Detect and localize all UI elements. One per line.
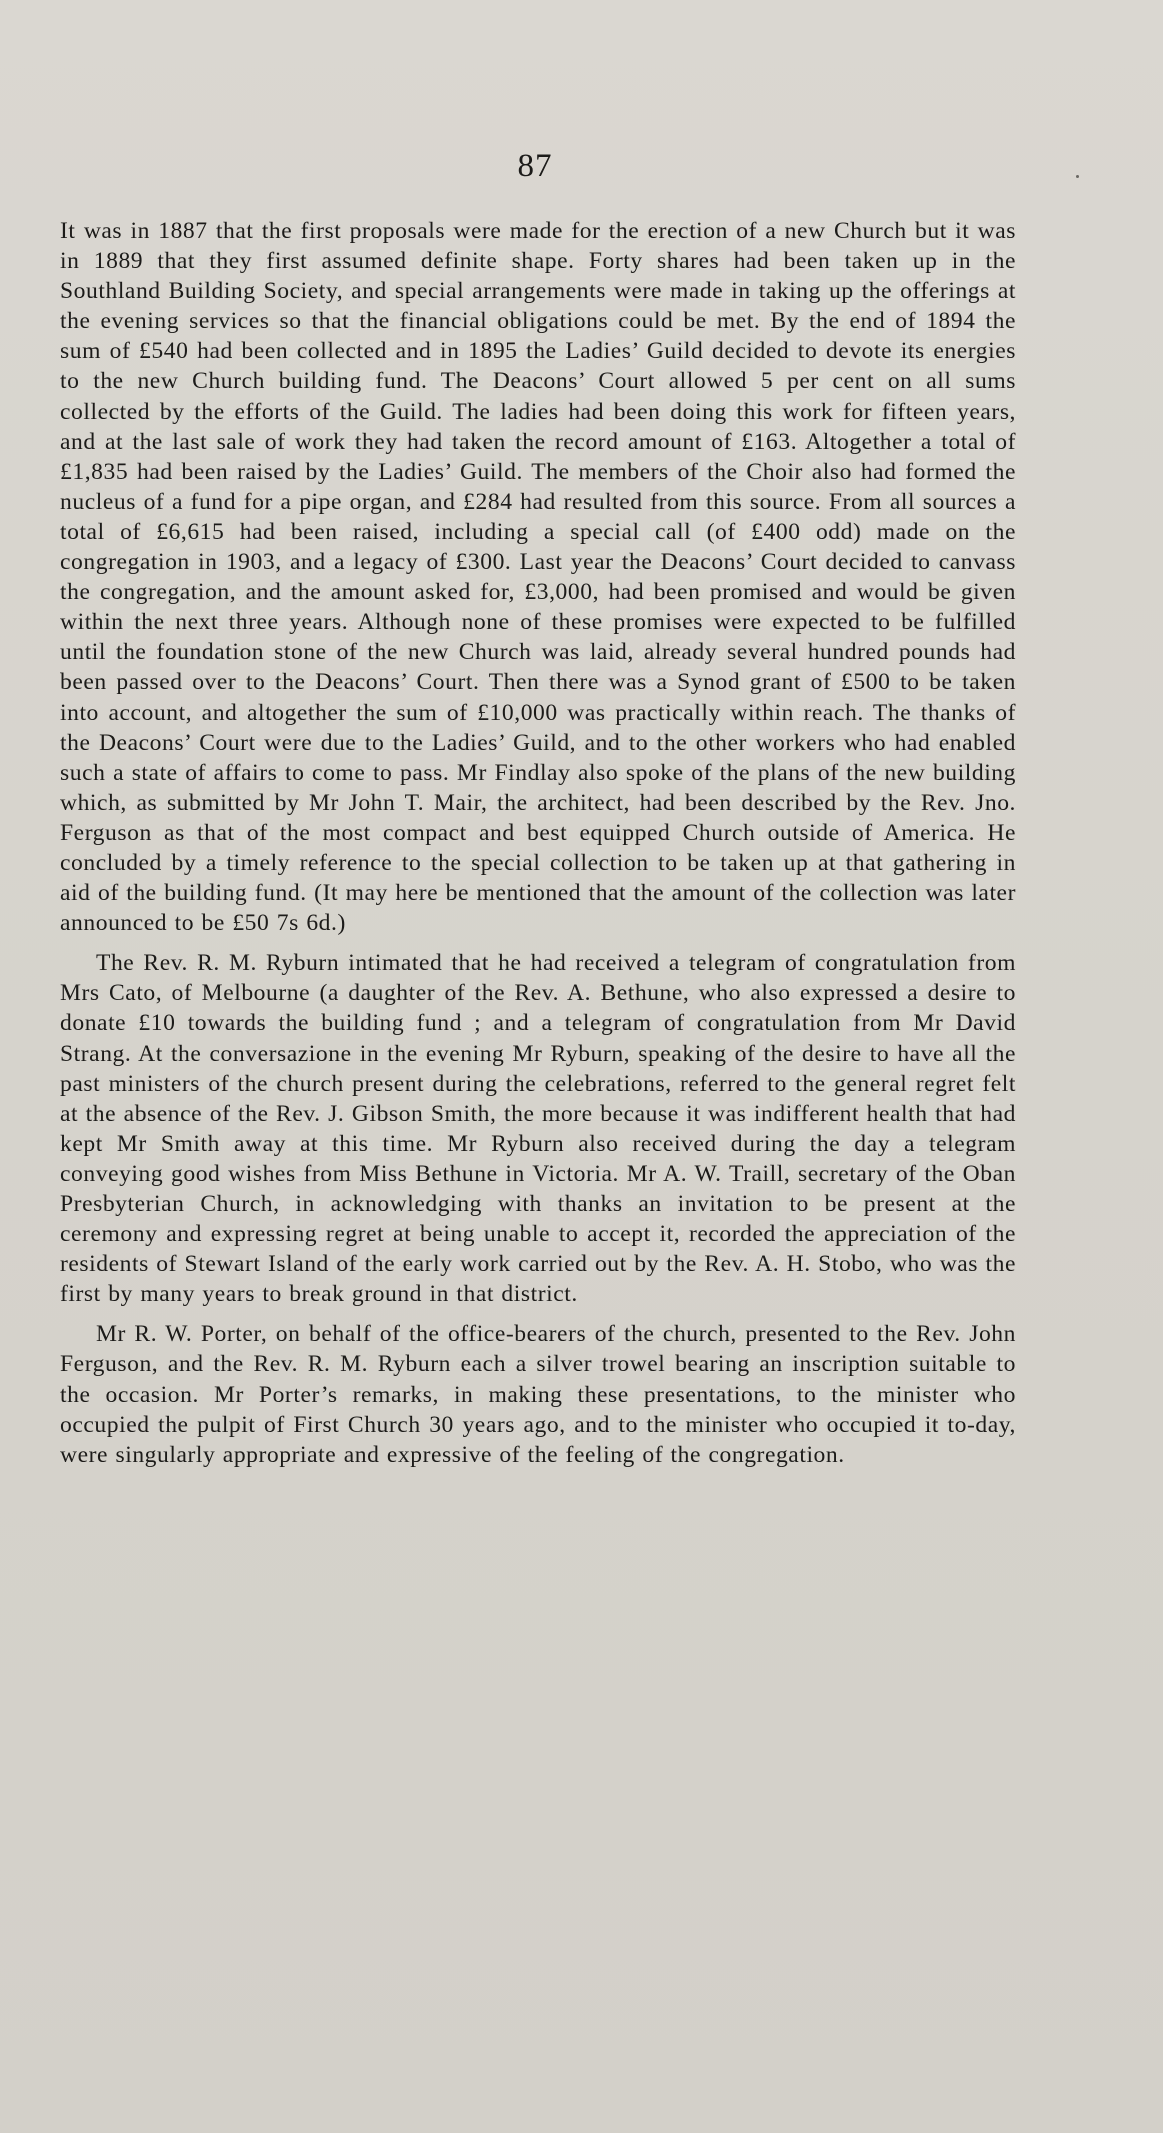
body-text [60, 216, 1016, 1470]
paragraph-silver-trowels: Mr R. W. Porter, on behalf of the office-bearers of the church, presented to the Rev. John Ferguson, and the Rev. R. M. Ryburn each a silver trowel bearing an inscription suitable to the occasion. Mr Porter’s remarks, in making these presentations, to the minister who occupied the pulpit of First Church 30 years ago, and to the minister who occupied it to-day, were singularly appropriate and expressive of the feeling of the congregation. [60, 1321, 1016, 1468]
paragraph-building-fund: It was in 1887 that the first proposals were made for the erection of a new Church but it was in 1889 that they first assumed definite shape. Forty shares had been taken up in the Southland Building Society, and special arrangements were made in taking up the offerings at the evening services so that the financial obligations could be met. By the end of 1894 the sum of £540 had been collected and in 1895 the Ladies’ Guild decided to devote its energies to the new Church building fund. The Deacons’ Court allowed 5 per cent on all sums collected by the efforts of the Guild. The ladies had been doing this work for fifteen years, and at the last sale of work they had taken the record amount of £163. Altogether a total of £1,835 had been raised by the Ladies’ Guild. The members of the Choir also had formed the nucleus of a fund for a pipe organ, and £284 had resulted from this source. From all sources a total of £6,615 had been raised, including a special call (of £400 odd) made on the congregation in 1903, and a legacy of £300. Last year the Deacons’ Court decided to canvass the congregation, and the amount asked for, £3,000, had been promised and would be given within the next three years. Although none of these promises were expected to be fulfilled until the foundation stone of the new Church was laid, already several hundred pounds had been passed over to the Deacons’ Court. Then there was a Synod grant of £500 to be taken into account, and altogether the sum of £10,000 was practically within reach. The thanks of the Deacons’ Court were due to the Ladies’ Guild, and to the other workers who had enabled such a state of affairs to come to pass. Mr Findlay also spoke of the plans of the new building which, as submitted by Mr John T. Mair, the architect, had been described by the Rev. Jno. Ferguson as that of the most compact and best equipped Church outside of America. He concluded by a timely reference to the special collection to be taken up at that gathering in aid of the building fund. (It may here be mentioned that the amount of the collection was later announced to be £50 7s 6d.) [60, 218, 1016, 937]
paragraph-telegrams: The Rev. R. M. Ryburn intimated that he had received a telegram of congratulation from Mrs Cato, of Melbourne (a daughter of the Rev. A. Bethune, who also expressed a desire to donate £10 towards the building fund ; and a telegram of congratulation from Mr David Strang. At the conversazione in the evening Mr Ryburn, speaking of the desire to have all the past ministers of the church present during the celebrations, referred to the general regret felt at the absence of the Rev. J. Gibson Smith, the more because it was indifferent health that had kept Mr Smith away at this time. Mr Ryburn also received during the day a telegram conveying good wishes from Miss Bethune in Victoria. Mr A. W. Traill, secretary of the Oban Presbyterian Church, in acknowledging with thanks an invitation to be present at the ceremony and expressing regret at being unable to accept it, recorded the appreciation of the residents of Stewart Island of the early work carried out by the Rev. A. H. Stobo, who was the first by many years to break ground in that district. [60, 950, 1016, 1308]
paper-speck [1076, 175, 1079, 178]
page-number: 87 [517, 148, 553, 184]
